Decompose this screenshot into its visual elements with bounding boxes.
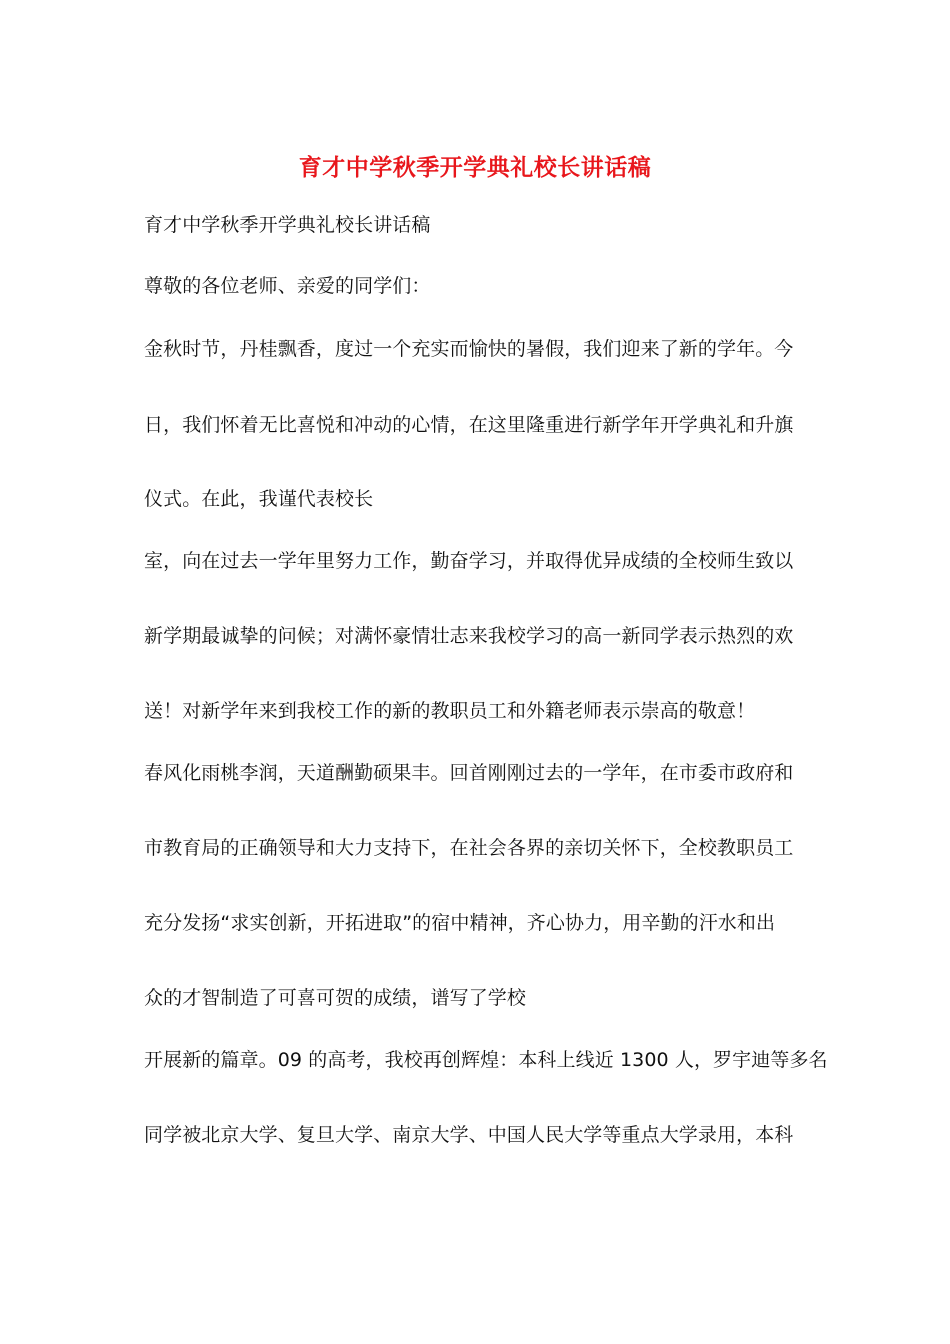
body-line: 春风化雨桃李润，天道酬勤硕果丰。回首刚刚过去的一学年，在市委市政府和 xyxy=(144,762,794,784)
body-line: 众的才智制造了可喜可贺的成绩，谱写了学校 xyxy=(144,987,527,1009)
body-line: 育才中学秋季开学典礼校长讲话稿 xyxy=(144,214,431,236)
body-line: 同学被北京大学、复旦大学、南京大学、中国人民大学等重点大学录用，本科 xyxy=(144,1124,794,1146)
document-title: 育才中学秋季开学典礼校长讲话稿 xyxy=(298,154,652,181)
body-line: 室，向在过去一学年里努力工作，勤奋学习，并取得优异成绩的全校师生致以 xyxy=(144,550,794,572)
body-line: 仪式。在此，我谨代表校长 xyxy=(144,488,374,510)
body-line: 充分发扬“求实创新，开拓进取”的宿中精神，齐心协力，用辛勤的汗水和出 xyxy=(144,912,776,934)
body-line: 送！对新学年来到我校工作的新的教职员工和外籍老师表示崇高的敬意！ xyxy=(144,700,756,722)
body-line: 新学期最诚挚的问候；对满怀豪情壮志来我校学习的高一新同学表示热烈的欢 xyxy=(144,625,794,647)
body-line: 日，我们怀着无比喜悦和冲动的心情，在这里隆重进行新学年开学典礼和升旗 xyxy=(144,414,794,436)
body-line: 开展新的篇章。09 的高考，我校再创辉煌：本科上线近 1300 人，罗宇迪等多名 xyxy=(144,1049,828,1071)
body-line: 市教育局的正确领导和大力支持下，在社会各界的亲切关怀下，全校教职员工 xyxy=(144,837,794,859)
body-line: 金秋时节，丹桂飘香，度过一个充实而愉快的暑假，我们迎来了新的学年。今 xyxy=(144,338,794,360)
body-line: 尊敬的各位老师、亲爱的同学们： xyxy=(144,275,431,297)
